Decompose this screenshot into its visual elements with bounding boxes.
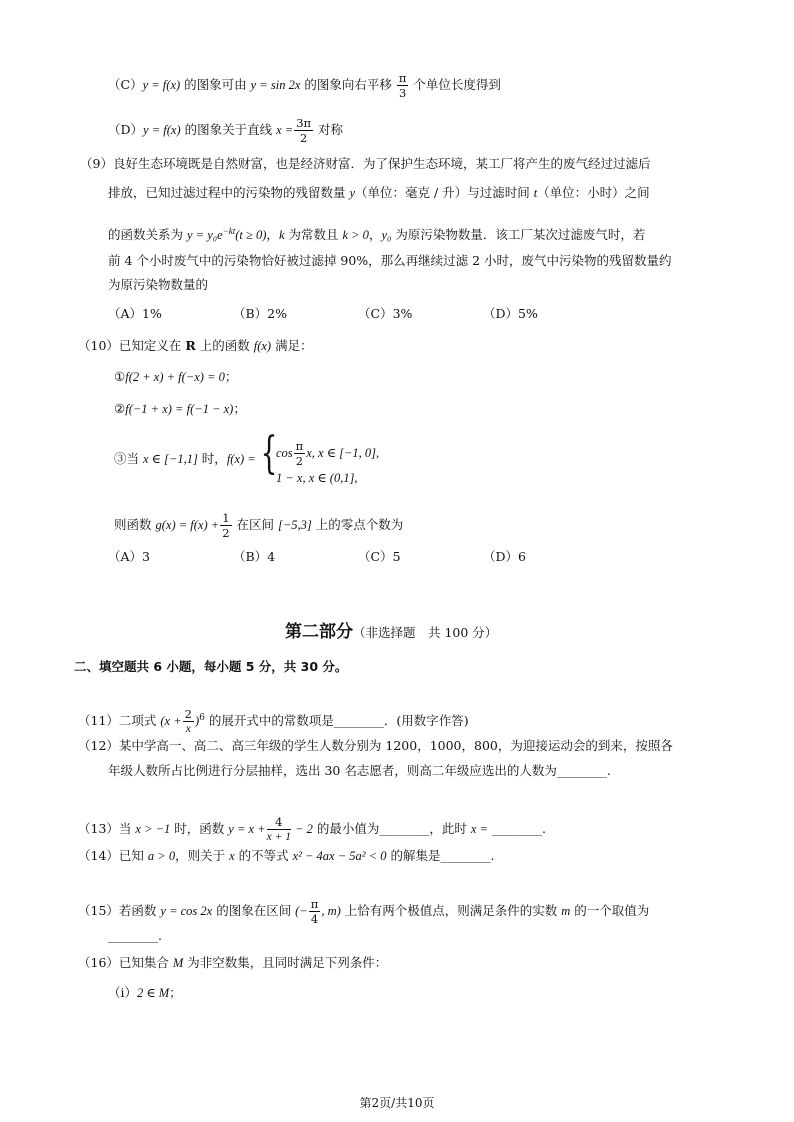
q12-line1: （12）某中学高一、高二、高三年级的学生人数分别为 1200，1000，800，为迎接运动会的到来，按照各 xyxy=(78,738,673,753)
math: y₀ xyxy=(381,228,392,243)
option-b: （B）2% xyxy=(233,306,288,321)
option-c: （C）3% xyxy=(358,306,413,321)
denominator: 2 xyxy=(222,526,230,540)
text: 个单位长度得到 xyxy=(409,77,501,92)
fraction xyxy=(294,116,313,145)
numerator: π xyxy=(398,71,407,85)
text: 上恰有两个极值点，则满足条件的实数 xyxy=(340,903,562,918)
math: m xyxy=(561,904,571,918)
numerator: π xyxy=(310,897,319,911)
math: (− xyxy=(295,904,308,918)
text: 的图象关于直线 xyxy=(180,122,277,137)
math: y = y₀e xyxy=(186,228,223,243)
section-heading: 二、填空题共 6 小题，每小题 5 分，共 30 分。 xyxy=(74,659,348,674)
numerator: 2 xyxy=(184,707,192,721)
option-c: （C）5 xyxy=(358,549,401,564)
math: f(x) = xyxy=(226,452,256,466)
q10-question xyxy=(114,511,403,540)
math: ) xyxy=(195,714,200,728)
q10-piece-1 xyxy=(276,439,379,468)
text: ③当 xyxy=(114,451,143,466)
q12-line2: 年级人数所占比例进行分层抽样，选出 30 名志愿者，则高二年级应选出的人数为________. xyxy=(108,763,611,778)
text: 的一个取值为 xyxy=(570,903,650,918)
text: 时，函数 xyxy=(170,821,229,836)
option-d: （D）5% xyxy=(483,306,538,321)
text: （14）已知 xyxy=(78,848,148,863)
section-title-main: 第二部分 xyxy=(285,622,353,642)
option-label: （D） xyxy=(108,122,144,137)
roman-numeral: （ⅰ） xyxy=(108,985,137,1000)
text: （单位：毫克 / 升）与过滤时间 xyxy=(355,185,534,200)
math: y = x + xyxy=(228,822,266,836)
exponent: 6 xyxy=(199,712,205,723)
text: ， xyxy=(266,227,279,243)
text: 的图象向右平移 xyxy=(300,77,396,92)
option-a: （A）1% xyxy=(108,306,162,321)
math: , m) xyxy=(321,904,341,918)
option-d: （D）6 xyxy=(483,549,526,564)
fraction xyxy=(220,511,231,540)
text: ________. xyxy=(487,821,546,836)
text: ； xyxy=(224,369,238,384)
q10-condition-1 xyxy=(114,368,237,386)
fraction xyxy=(309,897,321,926)
math: y = sin 2x xyxy=(250,78,301,92)
numerator: π xyxy=(295,439,304,453)
text: ， xyxy=(368,227,382,243)
text: （11）二项式 xyxy=(78,713,161,728)
q9-line5: 为原污染物数量的 xyxy=(108,277,209,292)
fraction xyxy=(267,815,291,844)
math: y xyxy=(349,186,356,200)
q15-line1 xyxy=(78,897,649,926)
exponent: −kt xyxy=(222,226,236,236)
q11 xyxy=(78,707,469,736)
q8-option-d xyxy=(108,116,343,145)
math: k xyxy=(278,228,285,243)
fraction xyxy=(397,71,409,100)
text: 为常数且 xyxy=(284,227,343,243)
text: ； xyxy=(169,985,182,1000)
math: t xyxy=(533,186,538,200)
text: （10）已知定义在 xyxy=(78,338,186,353)
circled-number: ② xyxy=(114,401,126,416)
option-a: （A）3 xyxy=(108,549,150,564)
q16-condition-1 xyxy=(108,984,182,1002)
q10-piece-2 xyxy=(276,469,358,487)
math: g(x) = f(x) + xyxy=(155,518,220,532)
text: 为非空数集，且同时满足下列条件： xyxy=(183,955,388,970)
piecewise-brace: { xyxy=(260,428,278,479)
denominator: x xyxy=(185,723,191,735)
text: 排放，已知过滤过程中的污染物的残留数量 xyxy=(108,185,350,200)
math: − 2 xyxy=(291,822,313,836)
text: （单位：小时）之间 xyxy=(537,185,650,200)
text: 为原污染物数量．该工厂某次过滤废气时，若 xyxy=(391,227,646,243)
q9-line2 xyxy=(108,184,650,202)
math: f(x) xyxy=(253,339,272,353)
q14 xyxy=(78,847,494,865)
math: (x + xyxy=(160,714,182,728)
q10-condition-3 xyxy=(114,450,256,468)
math: x > −1 xyxy=(135,822,171,836)
q9-line1: （9）良好生态环境既是自然财富，也是经济财富．为了保护生态环境，某工厂将产生的废气经过过滤后 xyxy=(80,156,651,171)
math: x, x ∈ [−1, 0], xyxy=(306,446,380,460)
text: 上的函数 xyxy=(195,338,254,353)
q9-options xyxy=(108,305,538,323)
text: ，则关于 xyxy=(175,848,230,863)
math: y = cos 2x xyxy=(160,904,213,918)
math: f(−1 + x) = f(−1 − x) xyxy=(125,402,234,416)
math: (t ≥ 0) xyxy=(235,228,267,243)
circled-number: ① xyxy=(114,369,126,384)
math: x xyxy=(229,849,235,863)
math: k > 0 xyxy=(342,228,369,243)
numerator: 3π xyxy=(296,116,312,130)
q10-stem xyxy=(78,337,313,355)
math: y = f(x) xyxy=(142,78,181,92)
fraction xyxy=(294,439,306,468)
text: 上的零点个数为 xyxy=(311,517,404,532)
section-subtitle: （非选择题 共 100 分） xyxy=(353,625,498,640)
math: a > 0 xyxy=(147,849,176,863)
q8-option-c xyxy=(108,71,501,100)
q9-line4: 前 4 个小时废气中的污染物恰好被过滤掉 90%，那么再继续过滤 2 小时，废气中污染物的残留数量约 xyxy=(108,253,672,268)
math: [−5,3] xyxy=(277,518,312,532)
text: 的函数关系为 xyxy=(108,227,187,243)
text: 的最小值为________，此时 xyxy=(312,821,471,836)
math: x² − 4ax − 5a² < 0 xyxy=(292,849,387,863)
math: f(2 + x) + f(−x) = 0 xyxy=(125,370,225,384)
text: 在区间 xyxy=(232,517,278,532)
text: （15）若函数 xyxy=(78,903,161,918)
text: 的图象在区间 xyxy=(212,903,296,918)
denominator: 4 xyxy=(310,912,319,926)
math: x = xyxy=(276,123,294,137)
math: 2 ∈ M xyxy=(137,986,170,1000)
text: 的不等式 xyxy=(234,848,293,863)
math: 1 − x, x ∈ (0,1], xyxy=(276,471,358,485)
text: （13）当 xyxy=(78,821,136,836)
section-title xyxy=(285,617,497,642)
q10-condition-2 xyxy=(114,400,246,418)
option-label: （C） xyxy=(108,77,143,92)
denominator: 2 xyxy=(299,131,308,145)
text: 满足： xyxy=(271,338,313,353)
q9-line3 xyxy=(108,222,645,244)
fraction xyxy=(183,707,194,736)
denominator: 2 xyxy=(295,454,304,468)
text: 则函数 xyxy=(114,517,156,532)
text: 的图象可由 xyxy=(180,77,251,92)
q16-stem xyxy=(78,954,387,972)
q15-line2: ________. xyxy=(108,928,162,943)
text: ； xyxy=(233,401,246,416)
text: （16）已知集合 xyxy=(78,955,173,970)
math-bold: R xyxy=(185,338,196,353)
numerator: 1 xyxy=(222,511,230,525)
option-b: （B）4 xyxy=(233,549,276,564)
math: cos xyxy=(276,446,293,460)
text: 时， xyxy=(197,451,227,466)
q10-options xyxy=(108,548,526,566)
denominator: 3 xyxy=(398,86,407,100)
text: 的展开式中的常数项是________．(用数字作答) xyxy=(204,713,469,728)
math: y = f(x) xyxy=(143,123,181,137)
math: x ∈ [−1,1] xyxy=(142,452,198,466)
page-footer: 第2页/共10页 xyxy=(359,1096,435,1110)
numerator: 4 xyxy=(267,815,291,830)
text: 对称 xyxy=(314,122,344,137)
math: x = xyxy=(470,822,488,836)
math: M xyxy=(172,956,184,970)
text: 的解集是________. xyxy=(386,848,495,863)
q13 xyxy=(78,815,546,844)
denominator: x + 1 xyxy=(266,831,291,843)
